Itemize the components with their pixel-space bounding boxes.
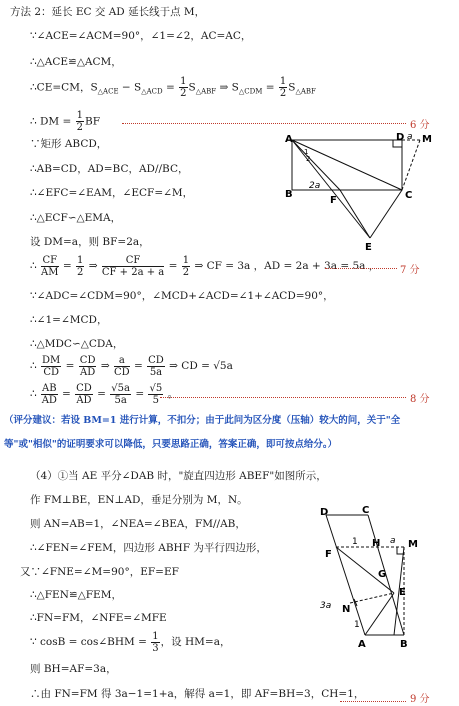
label-M: M <box>422 134 432 145</box>
line-cosb: ∵ cosB = cos∠BHM = $\frac{1}{3}$ ，设 HM=a， <box>30 630 231 654</box>
label-F: F <box>325 549 332 560</box>
label-one-bottom: 1 <box>354 620 360 630</box>
label-G: G <box>378 569 387 580</box>
label-a: a <box>407 132 413 142</box>
line-bh-af: 则 BH=AF=3a， <box>30 663 117 675</box>
line-dm-bf: ∴ DM = $\frac{1}{2}$ BF <box>30 110 101 133</box>
label-E: E <box>399 587 406 598</box>
label-A: A <box>358 639 366 650</box>
line-right-angle-ef: 又∵∠FNE=∠M=90°，EF=EF <box>20 566 179 578</box>
line-angle1-mcd: ∴∠1=∠MCD， <box>30 314 108 326</box>
label-D: D <box>396 132 405 143</box>
line-method2: 方法 2：延长 EC 交 AD 延长线于点 M， <box>10 6 206 18</box>
geometry-figure-rectangle <box>285 130 455 270</box>
line-rectangle: ∵矩形 ABCD， <box>30 138 108 150</box>
line-part4-intro: （4）①当 AE 平分∠DAB 时，"旋直四边形 ABEF"如图所示， <box>30 470 327 482</box>
label-2a: 2a <box>309 181 321 191</box>
label-angle1: 1 <box>304 148 309 156</box>
score-leader <box>340 701 406 702</box>
line-right-angles: ∵∠ADC=∠CDM=90°，∠MCD+∠ACD=∠1+∠ACD=90°， <box>30 290 334 302</box>
line-sides-equal: ∴AB=CD，AD=BC，AD//BC， <box>30 163 189 175</box>
grading-note-line2: 等"或"相似"的证明要求可以降低，只要思路正确，答案正确，即可按点给分。） <box>4 439 338 450</box>
label-D: D <box>320 507 329 518</box>
line-cf-ratio: ∴ $\frac{CF}{AM}$ = $\frac{1}{2}$ ⇒ $\frac{CF}{CF + 2a + a}$ = $\frac{1}{2}$ ⇒ CF = 3a ，AD = 2a + 3a = 5a ， <box>30 254 380 278</box>
label-E: E <box>365 242 372 253</box>
line-angles-equal: ∵∠ACE=∠ACM=90°，∠1=∠2，AC=AC， <box>30 30 252 42</box>
label-B: B <box>285 189 293 200</box>
score-7: 7 分 <box>400 265 420 276</box>
line-angles-efc: ∴∠EFC=∠EAM，∠ECF=∠M， <box>30 187 194 199</box>
label-C: C <box>405 190 413 201</box>
line-similar-mdc: ∴△MDC∽△CDA， <box>30 338 124 350</box>
label-A: A <box>285 134 293 145</box>
fraction-half: $\frac{1}{2}$ <box>76 110 84 133</box>
score-leader <box>122 123 406 124</box>
label-M: M <box>408 539 418 550</box>
label-angle2: 2 <box>306 155 311 163</box>
line-parallelogram: ∴∠FEN=∠FEM，四边形 ABHF 为平行四边形， <box>30 542 267 554</box>
line-congruent: ∴△ACE≌△ACM， <box>30 56 122 68</box>
label-B: B <box>400 639 408 650</box>
geometry-figure-quadrilateral <box>320 505 430 655</box>
grading-note-line1: （评分建议：若设 BM=1 进行计算，不扣分；由于此问为区分度（压轴）较大的问，关于"全 <box>4 415 401 426</box>
line-solve-a: ∴由 FN=FM 得 3a−1=1+a，解得 a=1，即 AF=BH=3，CH=1， <box>30 688 365 700</box>
label-a: a <box>390 536 396 546</box>
score-8: 8 分 <box>410 394 430 405</box>
line-cd-ratio: ∴ $\frac{DM}{CD}$ = $\frac{CD}{AD}$ ⇒ $\frac{a}{CD}$ = $\frac{CD}{5a}$ ⇒ CD = √5a <box>30 354 233 378</box>
label-F: F <box>330 195 337 206</box>
line-area-relation: ∴CE=CM，$S_{\triangle ACE} - S_{\triangle ACD}$ = $\frac{1}{2}$ $S_{\triangle ABF}$ ⇒ $S_{\triangle CDM}$ = $\frac{1}{2}$ $S_{\triangle ABF}$ <box>30 76 316 99</box>
score-9: 9 分 <box>410 694 430 705</box>
line-perpendiculars: 作 FM⊥BE，EN⊥AD，垂足分别为 M，N。 <box>30 494 248 506</box>
line-fn-fm: ∴FN=FM，∠NFE=∠MFE <box>30 612 167 624</box>
score-6: 6 分 <box>410 120 430 131</box>
label-one-top: 1 <box>352 537 358 547</box>
label-N: N <box>342 604 351 615</box>
line-congruent-fen: ∴△FEN≌△FEM， <box>30 589 122 601</box>
fraction-half: $\frac{1}{2}$ <box>279 76 287 99</box>
line-ab-ad: ∴ $\frac{AB}{AD}$ = $\frac{CD}{AD}$ = $\frac{√5a}{5a}$ = $\frac{√5}{5}$ 。 <box>30 382 179 406</box>
line-an-ab: 则 AN=AB=1，∠NEA=∠BEA，FM//AB， <box>30 518 246 530</box>
label-H: H <box>372 538 381 549</box>
label-C: C <box>362 505 370 516</box>
score-leader <box>160 397 406 398</box>
fraction-half: $\frac{1}{2}$ <box>180 76 187 99</box>
line-similar-ecf: ∴△ECF∽△EMA， <box>30 212 122 224</box>
line-let-dm: 设 DM=a，则 BF=2a， <box>30 236 150 248</box>
label-3a: 3a <box>320 601 332 611</box>
